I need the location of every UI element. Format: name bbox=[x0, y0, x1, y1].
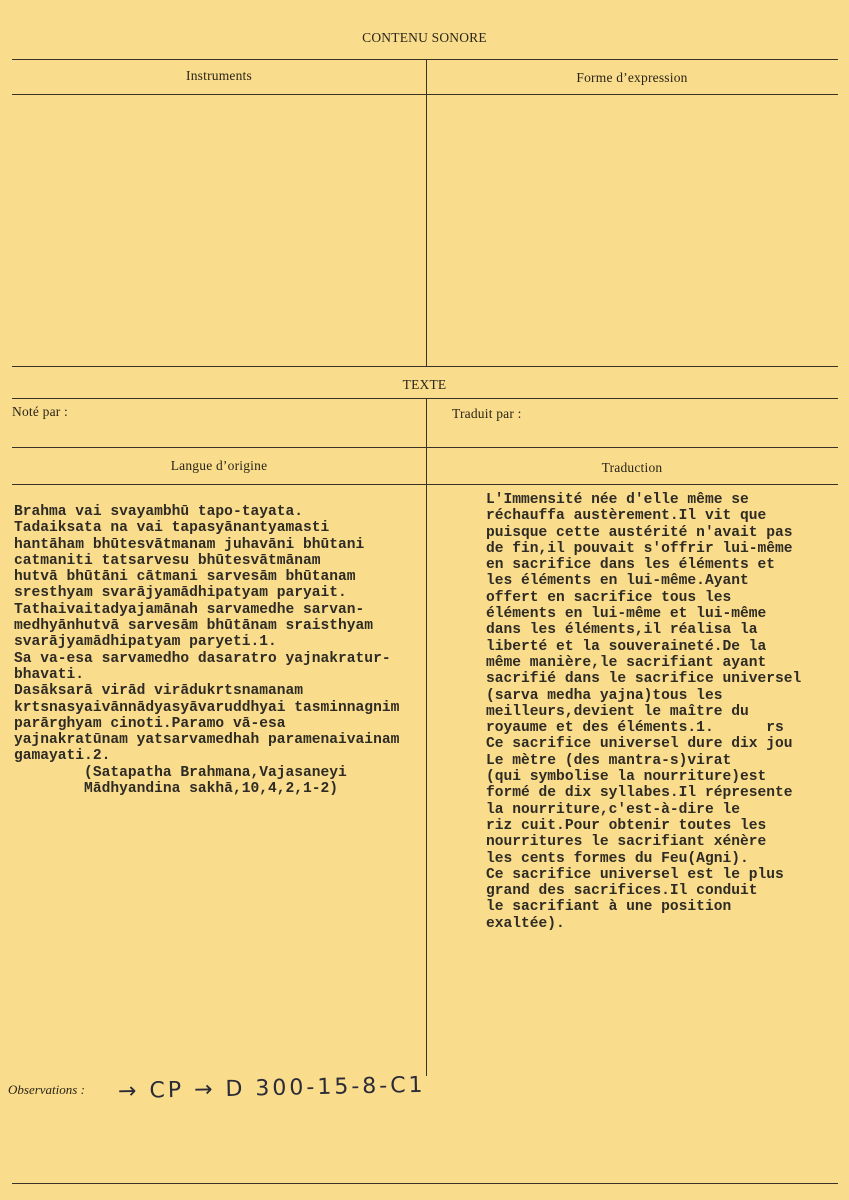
original-text-line: krtsnasyaivānnādyasyāvaruddhyai tasminnagnim bbox=[14, 699, 400, 716]
translation-text-line: sacrifié dans le sacrifice universel bbox=[486, 671, 802, 688]
translation-text-line: le sacrifiant à une position bbox=[486, 899, 732, 916]
translation-text-line: Ce sacrifice universel dure dix jou bbox=[486, 736, 793, 753]
original-text-line: Tathaivaitadyajamānah sarvamedhe sarvan- bbox=[14, 601, 365, 618]
translation-text-line: la nourriture,c'est-à-dire le bbox=[486, 801, 740, 818]
translation-text-line: royaume et des éléments.1. rs bbox=[486, 720, 784, 737]
translation-text-line: meilleurs,devient le maître du bbox=[486, 703, 749, 720]
original-text-line: (Satapatha Brahmana,Vajasaneyi bbox=[14, 764, 347, 781]
translation-text-line: même manière,le sacrifiant ayant bbox=[486, 654, 767, 671]
translation-text-line: de fin,il pouvait s'offrir lui-même bbox=[486, 540, 793, 557]
translation-text-line: liberté et la souveraineté.De la bbox=[486, 638, 767, 655]
observations-handwritten-note: → CP → D 300-15-8-C1 bbox=[117, 1072, 426, 1105]
traduit-par-label: Traduit par : bbox=[452, 406, 522, 421]
divider bbox=[12, 398, 838, 399]
original-text-line: Dasāksarā virād virādukrtsnamanam bbox=[14, 683, 304, 700]
translation-text-line: (qui symbolise la nourriture)est bbox=[486, 769, 767, 786]
contenu-sonore-heading: CONTENU SONORE bbox=[362, 30, 487, 45]
traduction-column-header: Traduction bbox=[601, 460, 663, 475]
instruments-column-header: Instruments bbox=[186, 68, 252, 83]
translation-text-line: grand des sacrifices.Il conduit bbox=[486, 883, 758, 900]
original-text-line: svarājyamādhipatyam paryeti.1. bbox=[14, 634, 277, 651]
translation-text-block bbox=[486, 492, 801, 932]
column-divider bbox=[426, 59, 427, 366]
original-text-line: hutvā bhūtāni cātmani sarvesām bhūtanam bbox=[14, 569, 356, 586]
translation-text-line: réchauffa austèrement.Il vit que bbox=[486, 508, 767, 525]
divider bbox=[12, 366, 838, 367]
translation-text-line: en sacrifice dans les éléments et bbox=[486, 557, 776, 574]
original-text-line: catmaniti tatsarvesu bhūtesvātmānam bbox=[14, 552, 321, 569]
texte-heading: TEXTE bbox=[402, 377, 447, 392]
divider bbox=[12, 1183, 838, 1184]
divider bbox=[12, 94, 838, 95]
original-text-line: Sa va-esa sarvamedho dasaratro yajnakratur- bbox=[14, 650, 391, 667]
translation-text-line: formé de dix syllabes.Il répresente bbox=[486, 785, 793, 802]
original-text-line: yajnakratūnam yatsarvamedhah paramenaivainam bbox=[14, 732, 400, 749]
original-text-line: Tadaiksata na vai tapasyānantyamasti bbox=[14, 520, 330, 537]
original-text-block bbox=[14, 504, 399, 797]
translation-text-line: riz cuit.Pour obtenir toutes les bbox=[486, 817, 767, 834]
translation-text-line: Le mètre (des mantra-s)virat bbox=[486, 752, 732, 769]
observations-label: Observations : bbox=[8, 1082, 85, 1097]
translation-text-line: Ce sacrifice universel est le plus bbox=[486, 866, 784, 883]
translation-text-line: exaltée). bbox=[486, 915, 565, 932]
original-text-line: sresthyam svarājyamādhipatyam paryait. bbox=[14, 585, 347, 602]
translation-text-line: puisque cette austérité n'avait pas bbox=[486, 524, 793, 541]
column-divider bbox=[426, 398, 427, 1076]
forme-expression-column-header: Forme d’expression bbox=[576, 70, 688, 85]
divider bbox=[12, 59, 838, 60]
original-text-line: bhavati. bbox=[14, 666, 85, 683]
divider bbox=[12, 447, 838, 448]
translation-text-line: éléments en lui-même et lui-même bbox=[486, 606, 767, 623]
original-text-line: medhyānhutvā sarvesām bhūtānam sraisthyam bbox=[14, 618, 374, 635]
translation-text-line: nourritures le sacrifiant xénère bbox=[486, 834, 767, 851]
translation-text-line: les éléments en lui-même.Ayant bbox=[486, 573, 749, 590]
original-text-line: Mādhyandina sakhā,10,4,2,1-2) bbox=[14, 781, 339, 798]
divider bbox=[12, 484, 838, 485]
translation-text-line: L'Immensité née d'elle même se bbox=[486, 492, 749, 508]
original-text-line: hantāham bhūtesvātmanam juhavāni bhūtani bbox=[14, 536, 365, 553]
translation-text-line: les cents formes du Feu(Agni). bbox=[486, 850, 749, 867]
translation-text-line: dans les éléments,il réalisa la bbox=[486, 622, 758, 639]
original-text-line: Brahma vai svayambhū tapo-tayata. bbox=[14, 504, 304, 520]
translation-text-line: (sarva medha yajna)tous les bbox=[486, 687, 723, 704]
langue-origine-column-header: Langue d’origine bbox=[170, 458, 268, 473]
original-text-line: gamayati.2. bbox=[14, 748, 111, 765]
original-text-line: parārghyam cinoti.Paramo vā-esa bbox=[14, 715, 286, 732]
translation-text-line: offert en sacrifice tous les bbox=[486, 589, 732, 606]
note-par-label: Noté par : bbox=[12, 404, 68, 419]
